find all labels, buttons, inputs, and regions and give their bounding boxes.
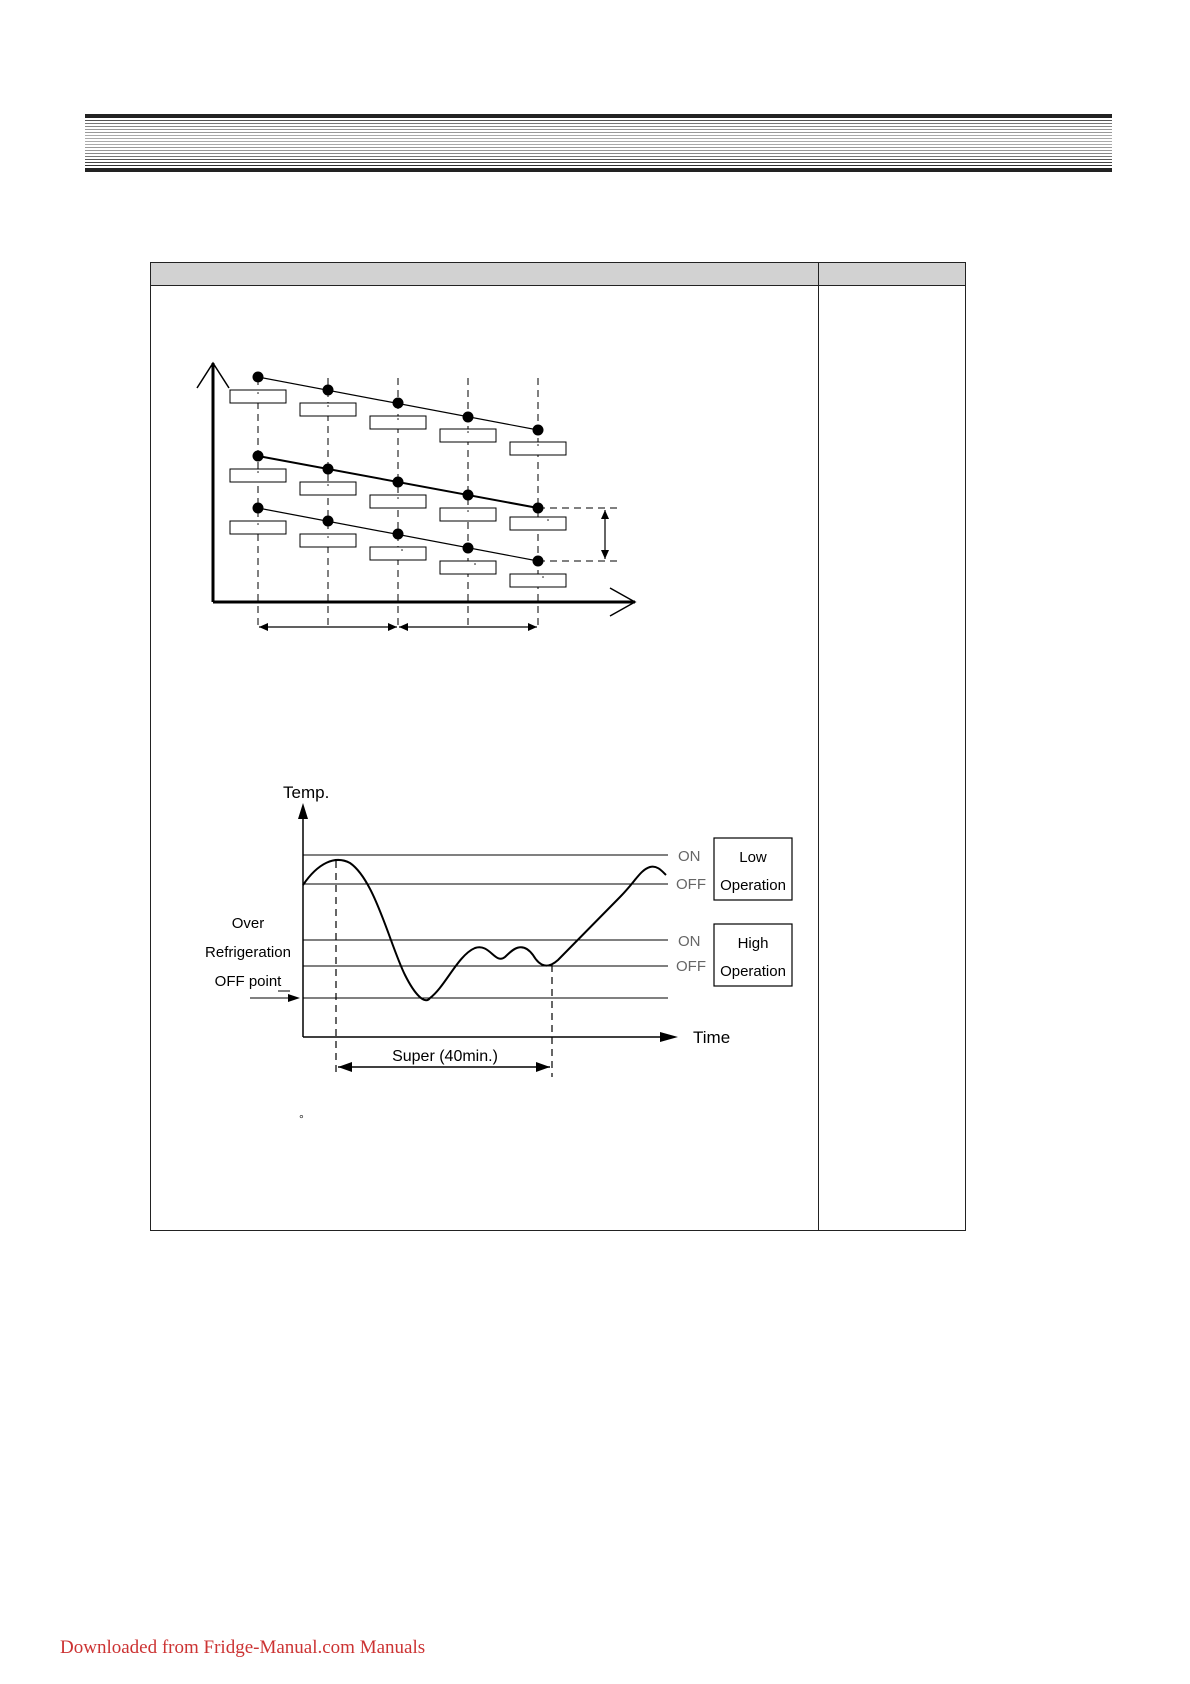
header-banner bbox=[85, 114, 1112, 172]
svg-text:°: ° bbox=[256, 471, 260, 478]
svg-text:°: ° bbox=[400, 549, 404, 556]
diff-arrow-up bbox=[601, 510, 609, 519]
svg-text:°: ° bbox=[326, 536, 330, 543]
table-column-divider bbox=[818, 263, 819, 1230]
svg-text:°: ° bbox=[466, 431, 470, 438]
degree-note: ° bbox=[299, 1112, 304, 1126]
temperature-step-diagram bbox=[190, 355, 650, 640]
svg-text:°: ° bbox=[473, 563, 477, 570]
high-on-label: ON bbox=[678, 933, 701, 950]
x-axis-arrow bbox=[660, 1032, 678, 1042]
footer-download-link[interactable]: Downloaded from Fridge-Manual.com Manuals bbox=[60, 1637, 426, 1658]
svg-text:Operation: Operation bbox=[720, 963, 786, 980]
low-on-label: ON bbox=[678, 848, 701, 865]
svg-text:°: ° bbox=[326, 484, 330, 491]
super-operation-diagram bbox=[190, 775, 810, 1095]
svg-text:°: ° bbox=[256, 392, 260, 399]
over-label-line2: Refrigeration bbox=[205, 944, 291, 961]
temp-axis-label: Temp. bbox=[283, 783, 330, 802]
step-points bbox=[253, 372, 544, 567]
svg-text:°: ° bbox=[326, 405, 330, 412]
time-axis-label: Time bbox=[693, 1028, 731, 1047]
svg-text:Low: Low bbox=[739, 849, 767, 866]
svg-text:°: ° bbox=[466, 510, 470, 517]
svg-text:High: High bbox=[737, 935, 769, 952]
over-pointer-arrow bbox=[288, 994, 300, 1002]
svg-text:°: ° bbox=[256, 523, 260, 530]
svg-text:Operation: Operation bbox=[720, 877, 786, 894]
y-axis-arrow bbox=[298, 803, 308, 819]
svg-text:°: ° bbox=[396, 418, 400, 425]
svg-text:°: ° bbox=[536, 444, 540, 451]
super-duration-label: Super (40min.) bbox=[392, 1048, 498, 1065]
super-operation-svg bbox=[190, 775, 810, 1095]
over-label-line1: Over bbox=[231, 915, 265, 932]
low-off-label: OFF bbox=[676, 876, 706, 893]
high-off-label: OFF bbox=[676, 958, 706, 975]
svg-text:°: ° bbox=[546, 519, 550, 526]
svg-text:°: ° bbox=[396, 497, 400, 504]
temperature-curve bbox=[303, 860, 666, 1000]
table-header-row bbox=[151, 263, 965, 286]
over-label-line3: OFF point bbox=[214, 973, 282, 990]
diff-arrow-down bbox=[601, 550, 609, 559]
svg-text:°: ° bbox=[541, 576, 545, 583]
temperature-step-svg bbox=[190, 355, 650, 640]
